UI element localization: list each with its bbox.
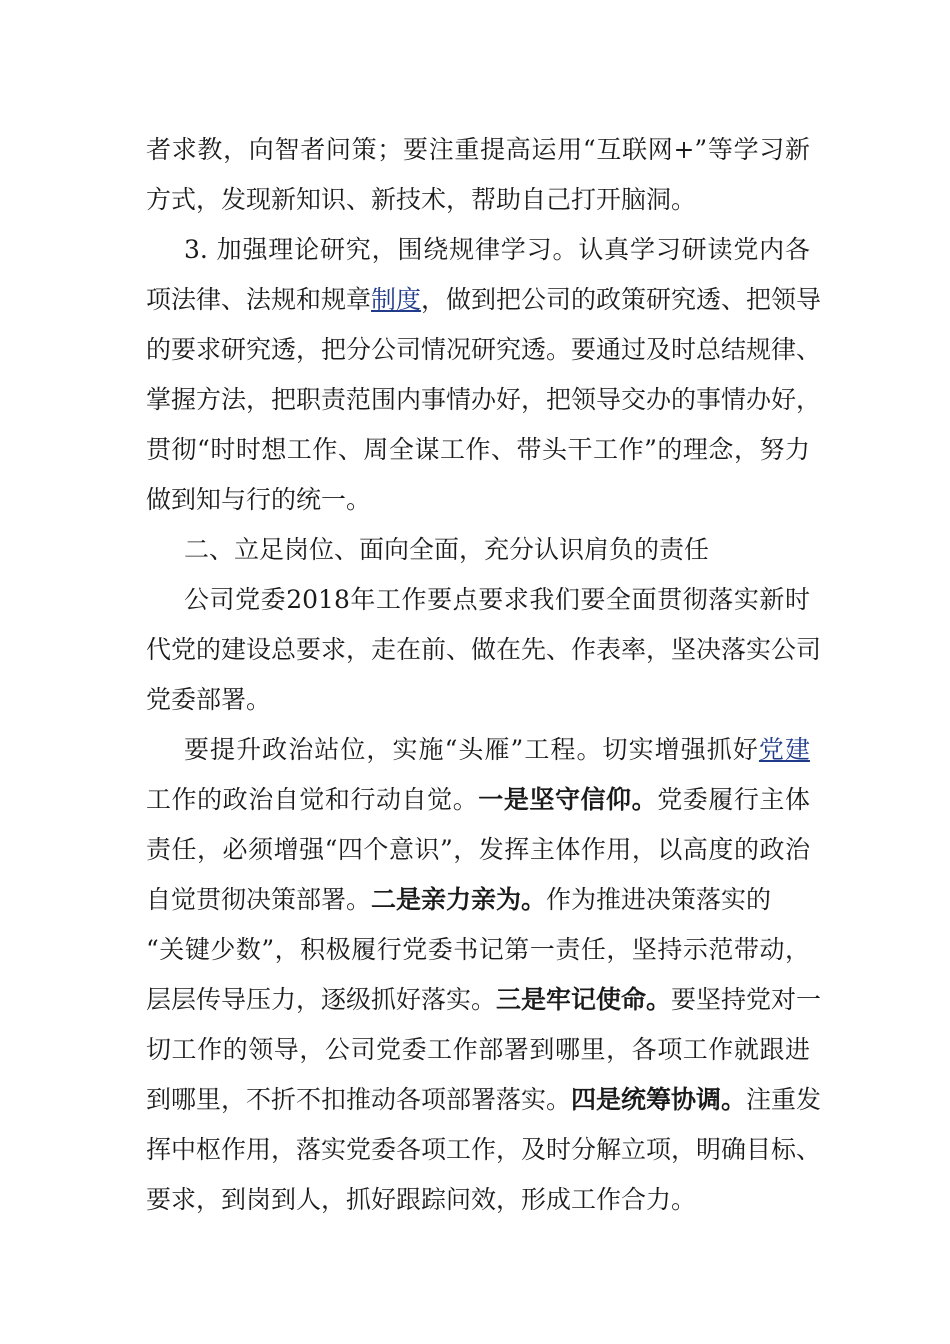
text-line: “关键少数”，积极履行党委书记第一责任，坚持示范带动， (146, 935, 810, 964)
text-line: 掌握方法，把职责范围内事情办好，把领导交办的事情办好， (146, 385, 822, 414)
text-span: 作为推进决策落实的 (546, 885, 772, 914)
section-heading: 二、立足岗位、面向全面，充分认识肩负的责任 (184, 535, 710, 564)
text-line: 责任，必须增强“四个意识”，发挥主体作用，以高度的政治 (146, 835, 810, 864)
text-line (146, 875, 810, 925)
text-span: 项法律、法规和规章 (146, 285, 372, 314)
text-line (184, 725, 810, 775)
link-dangjian[interactable]: 党建 (758, 735, 810, 764)
text-span: 要坚持党对一 (671, 985, 822, 1014)
text-line: 公司党委2018年工作要点要求我们要全面贯彻落实新时 (184, 585, 810, 614)
text-line: 方式，发现新知识、新技术，帮助自己打开脑洞。 (146, 185, 697, 214)
bold-point-3: 三是牢记使命。 (496, 985, 672, 1014)
text-span: 层层传导压力，逐级抓好落实。 (146, 985, 497, 1014)
bold-point-2: 二是亲力亲为。 (371, 885, 547, 914)
text-line: 挥中枢作用，落实党委各项工作，及时分解立项，明确目标、 (146, 1135, 822, 1164)
text-line: 做到知与行的统一。 (146, 485, 372, 514)
text-span: 党委履行主体 (657, 785, 810, 814)
text-line (146, 975, 822, 1025)
text-span: 工作的政治自觉和行动自觉。 (146, 785, 479, 814)
link-zhidu[interactable]: 制度 (371, 285, 422, 314)
text-span: ，做到把公司的政策研究透、把领导 (421, 285, 822, 314)
text-line: 的要求研究透，把分公司情况研究透。要通过及时总结规律、 (146, 335, 822, 364)
text-line: 3. 加强理论研究，围绕规律学习。认真学习研读党内各 (184, 235, 810, 264)
text-line (146, 775, 810, 825)
text-span: 到哪里，不折不扣推动各项部署落实。 (146, 1085, 572, 1114)
bold-point-1: 一是坚守信仰。 (478, 785, 658, 814)
text-span: 注重发 (746, 1085, 822, 1114)
text-span: 自觉贯彻决策部署。 (146, 885, 372, 914)
text-line: 代党的建设总要求，走在前、做在先、作表率，坚决落实公司 (146, 635, 822, 664)
bold-point-4: 四是统筹协调。 (571, 1085, 747, 1114)
text-line: 要求，到岗到人，抓好跟踪问效，形成工作合力。 (146, 1185, 697, 1214)
text-line (146, 1075, 822, 1125)
text-line: 党委部署。 (146, 685, 272, 714)
text-span: 要提升政治站位，实施“头雁”工程。切实增强抓好 (184, 735, 759, 764)
text-line: 贯彻“时时想工作、周全谋工作、带头干工作”的理念，努力 (146, 435, 810, 464)
text-line: 者求教，向智者问策；要注重提高运用“互联网+”等学习新 (146, 135, 810, 164)
text-line (146, 275, 822, 325)
text-line: 切工作的领导，公司党委工作部署到哪里，各项工作就跟进 (146, 1035, 810, 1064)
